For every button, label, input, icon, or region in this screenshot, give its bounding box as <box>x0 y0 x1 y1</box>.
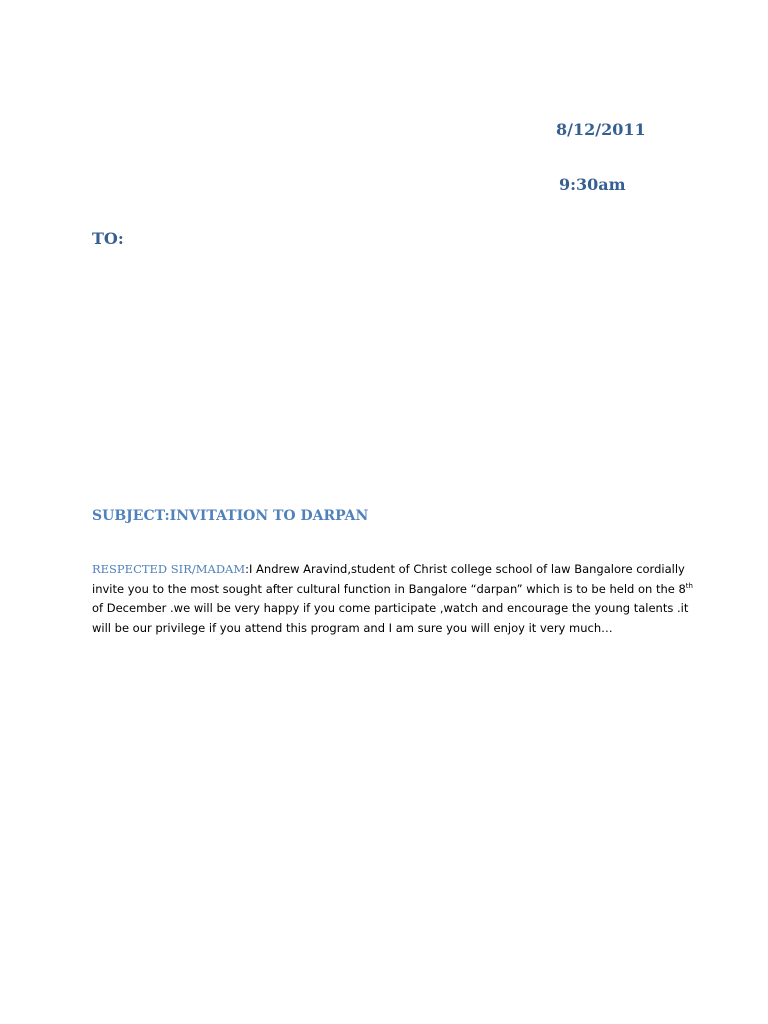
body-line-2 <box>92 580 692 600</box>
letter-body <box>92 560 692 638</box>
body-line-3: of December .we will be very happy if you come participate ,watch and encourage the young talents .it <box>92 601 689 615</box>
body-line-1 <box>92 560 692 580</box>
body-line-1-text: :I Andrew Aravind,student of Christ college school of law Bangalore cordially <box>245 562 685 576</box>
letter-date: 8/12/2011 <box>556 120 646 139</box>
recipient-label: TO: <box>92 229 124 248</box>
ordinal-suffix: th <box>685 581 693 590</box>
salutation: RESPECTED SIR/MADAM <box>92 562 246 576</box>
body-line-4: will be our privilege if you attend this program and I am sure you will enjoy it very much… <box>92 620 613 635</box>
subject-line: SUBJECT:INVITATION TO DARPAN <box>92 508 369 524</box>
letter-time: 9:30am <box>559 175 626 194</box>
body-line-2-text: invite you to the most sought after cultural function in Bangalore “darpan” which is to be held on the 8 <box>92 581 686 596</box>
